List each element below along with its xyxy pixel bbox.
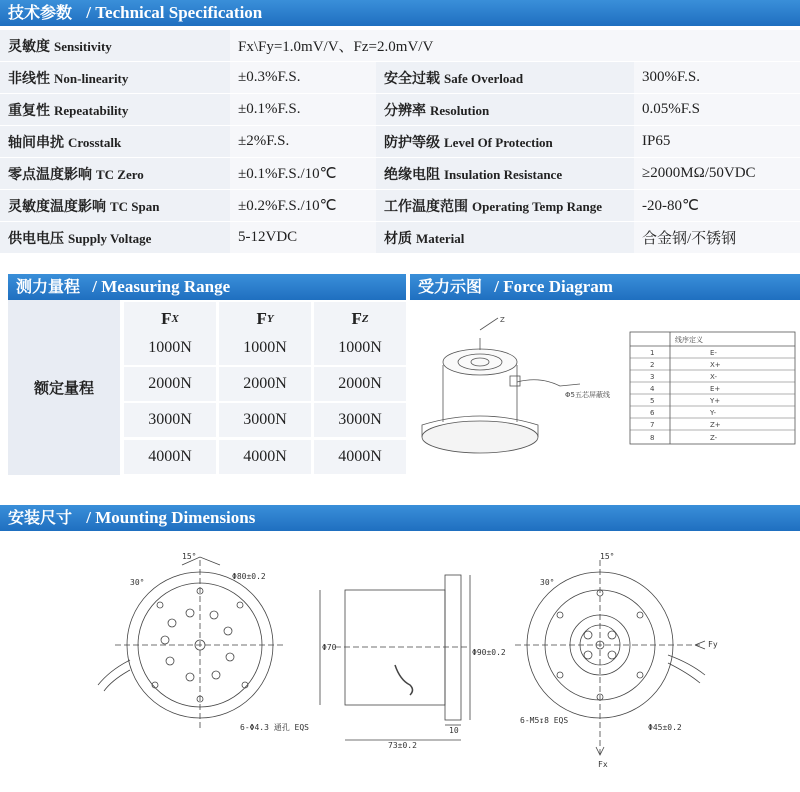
label-en: Safe Overload [444,70,524,86]
label-cn: 分辨率 [384,102,426,119]
spec-value: 0.05%F.S [634,94,800,126]
outer-dia-left: Φ80±0.2 [232,572,266,581]
spec-value: ±0.1%F.S./10℃ [230,158,376,190]
range-cell: 4000N [219,440,311,474]
wire-signal: Y+ [710,397,721,405]
wire-no: 7 [650,421,655,429]
wire-no: 1 [650,349,655,357]
wire-signal: E+ [710,385,721,393]
spec-label [0,62,230,94]
table-row [0,190,800,222]
header-main: F [256,309,267,328]
header-sub: Y [266,313,274,325]
spec-label [0,94,230,126]
dia-right: Φ45±0.2 [648,723,682,732]
label-en: Level Of Protection [444,134,553,150]
range-cell: 2000N [314,367,406,401]
flange-mid: 10 [449,726,459,735]
spec-label [376,158,634,190]
label-en: Crosstalk [68,134,122,150]
cable-label: Φ5五芯屏蔽线 [565,391,610,399]
wire-signal: E- [710,349,717,357]
wire-no: 8 [650,434,655,442]
spec-value: ±2%F.S. [230,126,376,158]
wire-no: 6 [650,409,655,417]
axis-fy-label: Fy [708,640,718,649]
label-cn: 灵敏度 [8,38,50,55]
spec-label [376,190,634,222]
spec-value: ≥2000MΩ/50VDC [634,158,800,190]
range-cell: 1000N [219,331,311,365]
spec-value: ±0.2%F.S./10℃ [230,190,376,222]
label-cn: 非线性 [8,70,50,87]
label-cn: 工作温度范围 [384,198,468,215]
range-cell: 4000N [124,440,216,474]
angle-label-left-side: 30° [130,578,145,587]
label-cn: 供电电压 [8,230,64,247]
label-cn: 材质 [384,230,412,247]
measuring-range-header [8,274,406,300]
label-cn: 灵敏度温度影响 [8,198,106,215]
range-cell: 3000N [219,403,311,437]
spec-value: 300%F.S. [634,62,800,94]
wire-no: 4 [650,385,655,393]
spec-value: Fx\Fy=1.0mV/V、Fz=2.0mV/V [230,30,800,62]
range-cell: 2000N [219,367,311,401]
label-en: Insulation Resistance [444,166,563,182]
z-axis-label: Z [500,316,505,324]
header-main: F [161,309,172,328]
label-cn: 零点温度影响 [8,166,92,183]
mounting-drawing [0,535,800,792]
wire-no: 2 [650,361,655,369]
label-en: Supply Voltage [68,230,152,246]
label-cn: 重复性 [8,102,50,119]
mounting-title-en: / Mounting Dimensions [86,508,256,527]
force-diagram [410,302,800,477]
label-en: Sensitivity [54,38,112,54]
spec-label [0,222,230,254]
spec-value: 合金钢/不锈钢 [634,222,800,254]
label-en: Operating Temp Range [472,198,603,214]
header-sub: Z [361,313,369,325]
spec-label [0,190,230,222]
angle-label-left-top: 15° [182,552,197,561]
range-cell: 4000N [314,440,406,474]
label-cn: 绝缘电阻 [384,166,440,183]
label-cn: 安全过载 [384,70,440,87]
measuring-range-title-en: / Measuring Range [92,277,231,296]
wire-no: 3 [650,373,655,381]
holes-right: 6-M5↧8 EQS [520,716,569,725]
spec-label [0,30,230,62]
spec-value: ±0.3%F.S. [230,62,376,94]
wire-signal: Y- [710,409,716,417]
range-cell: 2000N [124,367,216,401]
holes-left: 6-Φ4.3 通孔 EQS [240,723,309,732]
force-diagram-header [410,274,800,300]
label-en: TC Zero [96,166,144,182]
spec-label [376,126,634,158]
spec-label [0,158,230,190]
spec-value: -20-80℃ [634,190,800,222]
label-en: Repeatability [54,102,129,118]
spec-label [0,126,230,158]
force-diagram-title-cn: 受力示图 [418,277,483,296]
mounting-dimensions-header [0,505,800,531]
angle-label-right-side: 30° [540,578,555,587]
table-row [0,94,800,126]
wire-signal: X- [710,373,717,381]
spec-label [376,94,634,126]
label-en: Resolution [430,102,490,118]
axis-fx-label: Fx [598,760,608,769]
tech-spec-header [0,0,800,26]
spec-label [376,62,634,94]
wire-signal: Z- [710,434,718,442]
rated-range-label: 额定量程 [8,300,120,475]
measuring-range-title-cn: 测力量程 [16,277,81,296]
measuring-range-table [8,300,406,475]
spec-table [0,30,800,254]
tech-spec-title-en: / Technical Specification [86,3,263,22]
wiring-title: 线序定义 [675,336,703,344]
range-cell: 3000N [124,403,216,437]
label-en: Material [416,230,465,246]
header-main: F [351,309,362,328]
force-diagram-title-en: / Force Diagram [494,277,613,296]
range-cell: 1000N [314,331,406,365]
height-mid: Φ70 [322,643,337,652]
length-mid: 73±0.2 [388,741,417,750]
angle-label-right-top: 15° [600,552,615,561]
table-row [0,222,800,254]
spec-value: ±0.1%F.S. [230,94,376,126]
wire-no: 5 [650,397,655,405]
table-row [0,30,800,62]
wire-signal: X+ [710,361,721,369]
wire-signal: Z+ [710,421,721,429]
header-sub: X [171,313,179,325]
label-en: TC Span [110,198,160,214]
dia-mid: Φ90±0.2 [472,648,506,657]
label-cn: 轴间串扰 [8,134,64,151]
spec-value: 5-12VDC [230,222,376,254]
label-en: Non-linearity [54,70,129,86]
spec-label [376,222,634,254]
spec-value: IP65 [634,126,800,158]
table-row [0,62,800,94]
table-row [0,158,800,190]
tech-spec-title-cn: 技术参数 [8,3,73,22]
label-cn: 防护等级 [384,134,440,151]
range-cell: 1000N [124,331,216,365]
table-row [0,126,800,158]
mounting-title-cn: 安装尺寸 [8,508,73,527]
range-cell: 3000N [314,403,406,437]
